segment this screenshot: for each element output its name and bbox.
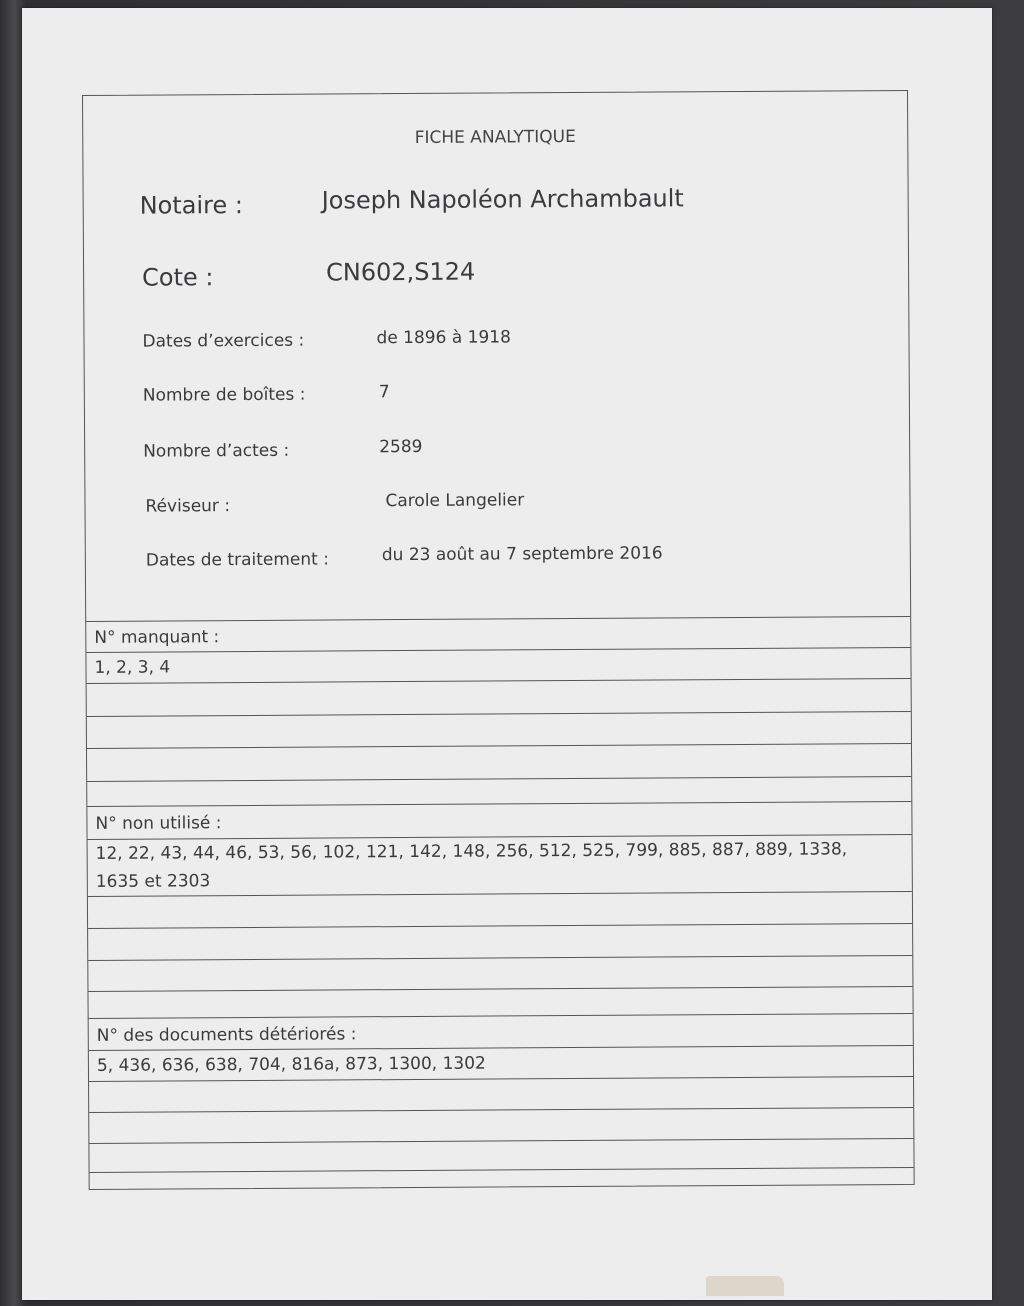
non-utilise-heading: N° non utilisé :: [95, 813, 222, 834]
form-line: [90, 1167, 914, 1173]
manquant-heading: N° manquant :: [94, 627, 220, 648]
form-line: [88, 891, 912, 897]
section-rule: [89, 1013, 913, 1019]
form-frame: [82, 90, 915, 1190]
deteriores-line-1: 5, 436, 636, 638, 704, 816a, 873, 1300, 1302: [96, 1053, 486, 1076]
paper-sheet: [22, 8, 992, 1300]
form-line: [89, 1076, 913, 1082]
cote-value: CN602,S124: [326, 257, 476, 287]
dates-traitement-label: Dates de traitement :: [145, 549, 329, 571]
deteriores-heading: N° des documents détériorés :: [96, 1024, 357, 1046]
cote-label: Cote :: [142, 263, 214, 292]
form-line: [86, 647, 910, 653]
form-line: [87, 776, 911, 782]
form-line: [89, 1138, 913, 1144]
nombre-actes-label: Nombre d’actes :: [143, 440, 290, 462]
dates-exercices-value: de 1896 à 1918: [376, 327, 511, 349]
section-rule: [87, 801, 911, 807]
form-line: [89, 1107, 913, 1113]
form-title: FICHE ANALYTIQUE: [414, 126, 576, 148]
notaire-label: Notaire :: [139, 191, 244, 220]
non-utilise-line-1: 12, 22, 43, 44, 46, 53, 56, 102, 121, 142, 148, 256, 512, 525, 799, 885, 887, 889, 1338,: [95, 839, 848, 864]
dates-traitement-value: du 23 août au 7 septembre 2016: [381, 543, 663, 566]
tape-scrap: [706, 1276, 784, 1296]
notaire-value: Joseph Napoléon Archambault: [321, 184, 684, 215]
nombre-boites-value: 7: [378, 382, 390, 403]
non-utilise-line-2: 1635 et 2303: [95, 871, 211, 892]
reviseur-value: Carole Langelier: [385, 490, 525, 512]
form-line: [87, 743, 911, 749]
form-line: [89, 1045, 913, 1051]
section-rule: [86, 616, 910, 622]
manquant-line-1: 1, 2, 3, 4: [94, 657, 171, 678]
form-line: [87, 711, 911, 717]
form-line: [88, 986, 912, 992]
nombre-boites-label: Nombre de boîtes :: [142, 384, 306, 406]
form-line: [88, 923, 912, 929]
nombre-actes-value: 2589: [379, 436, 423, 458]
reviseur-label: Réviseur :: [145, 496, 231, 517]
form-line: [88, 955, 912, 961]
dates-exercices-label: Dates d’exercices :: [142, 330, 305, 352]
form-line: [87, 678, 911, 684]
